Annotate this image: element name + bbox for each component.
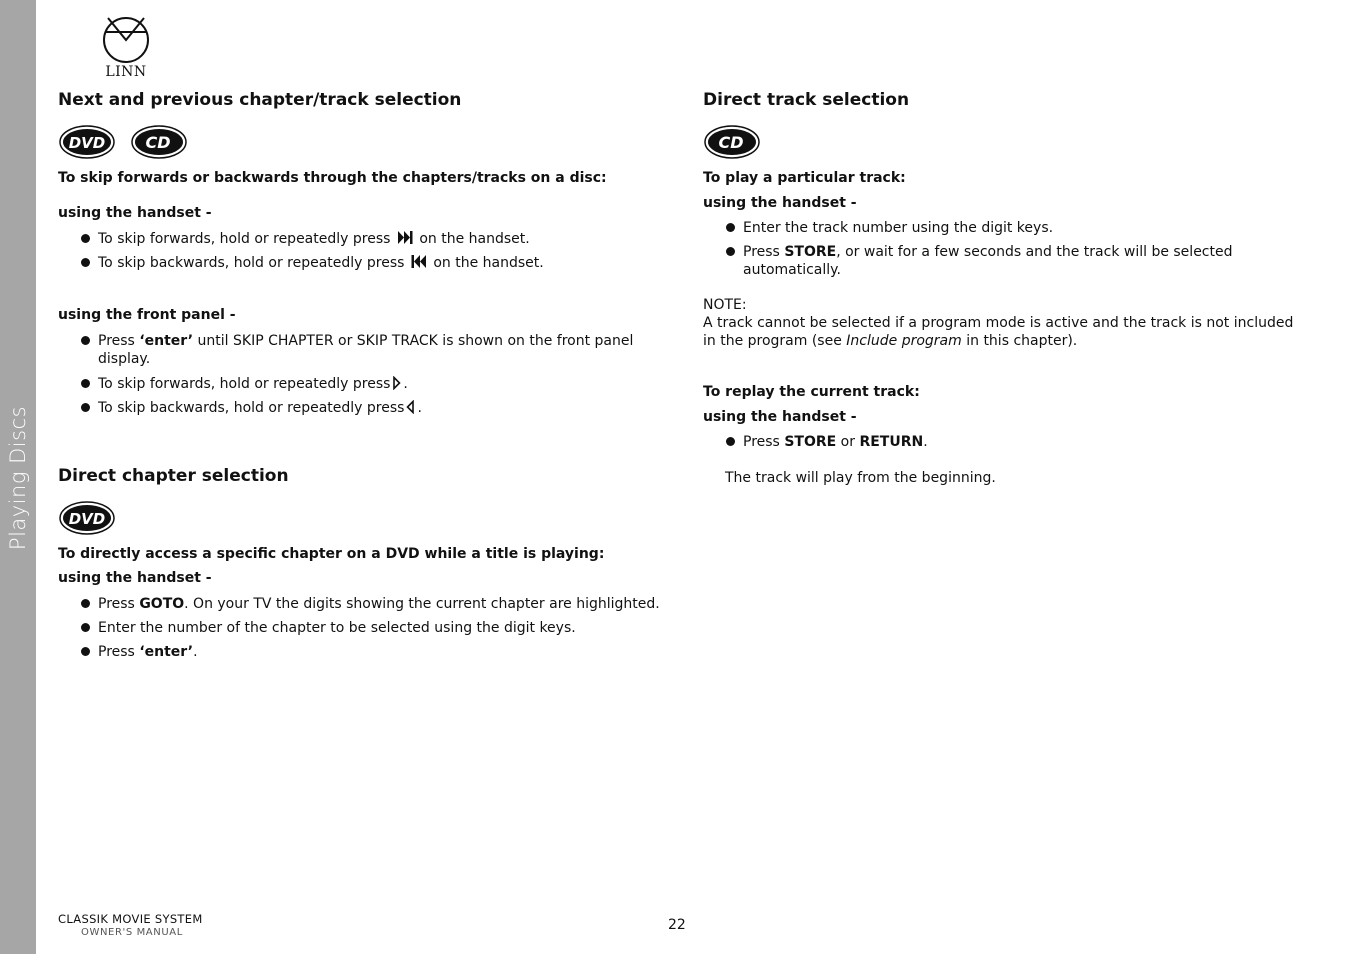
- bullet-icon: [81, 336, 90, 345]
- subheading-front-panel: using the front panel -: [58, 307, 236, 323]
- cd-badge-text: CD: [145, 133, 171, 152]
- skip-back-icon: [411, 254, 427, 269]
- subheading-handset: using the handset -: [703, 409, 857, 425]
- list-item: To skip forwards, hold or repeatedly press on the handset.: [58, 230, 658, 248]
- bullet-icon: [81, 599, 90, 608]
- bullet-icon: [81, 647, 90, 656]
- note-label: NOTE:: [703, 297, 747, 313]
- linn-logo: [100, 15, 152, 80]
- skip-forward-icon: [397, 230, 413, 245]
- linn-logo-icon: [100, 15, 152, 63]
- list-item: Press STORE, or wait for a few seconds and the track will be selected automatically.: [703, 243, 1263, 279]
- section-title-direct-track: Direct track selection: [703, 90, 910, 110]
- footer-product-title: CLASSIK MOVIE SYSTEM: [58, 912, 203, 926]
- list-item: Press ‘enter’ until SKIP CHAPTER or SKIP TRACK is shown on the front panel display.: [58, 332, 638, 368]
- cd-badge-icon: [704, 125, 760, 159]
- subheading-handset: using the handset -: [58, 570, 212, 586]
- lead-skip-chapters: To skip forwards or backwards through the chapters/tracks on a disc:: [58, 170, 607, 186]
- replay-track-list: [703, 433, 1263, 451]
- lead-play-track: To play a particular track:: [703, 170, 906, 186]
- bullet-icon: [81, 623, 90, 632]
- list-item: To skip forwards, hold or repeatedly press .: [58, 375, 638, 393]
- bullet-icon: [81, 258, 90, 267]
- subheading-handset: using the handset -: [58, 205, 212, 221]
- list-item: Press ‘enter’.: [58, 643, 668, 661]
- arrow-right-icon: [392, 376, 401, 390]
- lead-replay-track: To replay the current track:: [703, 384, 920, 400]
- side-tab-label: Playing Discs: [6, 405, 30, 551]
- note-block: [703, 296, 1303, 350]
- badge-row-next-previous: [59, 125, 187, 163]
- dvd-badge-text: DVD: [68, 510, 106, 528]
- footer-brand: [58, 912, 203, 938]
- dvd-badge-icon: [59, 125, 115, 159]
- dvd-badge-icon: [59, 501, 115, 535]
- section-title-direct-chapter: Direct chapter selection: [58, 466, 289, 486]
- subheading-handset: using the handset -: [703, 195, 857, 211]
- arrow-left-icon: [406, 400, 415, 414]
- direct-track-list: [703, 219, 1263, 279]
- handset-skip-list: [58, 230, 658, 272]
- bullet-icon: [81, 234, 90, 243]
- list-item: Press GOTO. On your TV the digits showing the current chapter are highlighted.: [58, 595, 668, 613]
- dvd-badge-text: DVD: [68, 134, 106, 152]
- footer-manual-label: OWNER'S MANUAL: [81, 927, 183, 938]
- list-item: To skip backwards, hold or repeatedly press .: [58, 399, 638, 417]
- list-item: Press STORE or RETURN.: [703, 433, 1263, 451]
- front-panel-list: [58, 332, 638, 417]
- list-item: To skip backwards, hold or repeatedly press on the handset.: [58, 254, 658, 272]
- badge-row-direct-chapter: [59, 501, 115, 539]
- logo-wordmark: LINN: [105, 64, 147, 80]
- lead-direct-chapter: To directly access a specific chapter on a DVD while a title is playing:: [58, 546, 605, 562]
- list-item: Enter the track number using the digit keys.: [703, 219, 1263, 237]
- side-tab: [0, 0, 36, 954]
- bullet-icon: [81, 403, 90, 412]
- bullet-icon: [726, 223, 735, 232]
- note-text: A track cannot be selected if a program mode is active and the track is not included in the program (see Include program in this chapter).: [703, 315, 1294, 349]
- cd-badge-icon: [131, 125, 187, 159]
- cd-badge-text: CD: [718, 133, 744, 152]
- bullet-icon: [726, 247, 735, 256]
- page-number: 22: [668, 917, 686, 933]
- direct-chapter-list: [58, 595, 668, 661]
- list-item: Enter the number of the chapter to be selected using the digit keys.: [58, 619, 668, 637]
- section-title-next-previous: Next and previous chapter/track selection: [58, 90, 462, 110]
- badge-row-direct-track: [704, 125, 760, 163]
- bullet-icon: [726, 437, 735, 446]
- replay-result-text: The track will play from the beginning.: [725, 470, 996, 486]
- bullet-icon: [81, 379, 90, 388]
